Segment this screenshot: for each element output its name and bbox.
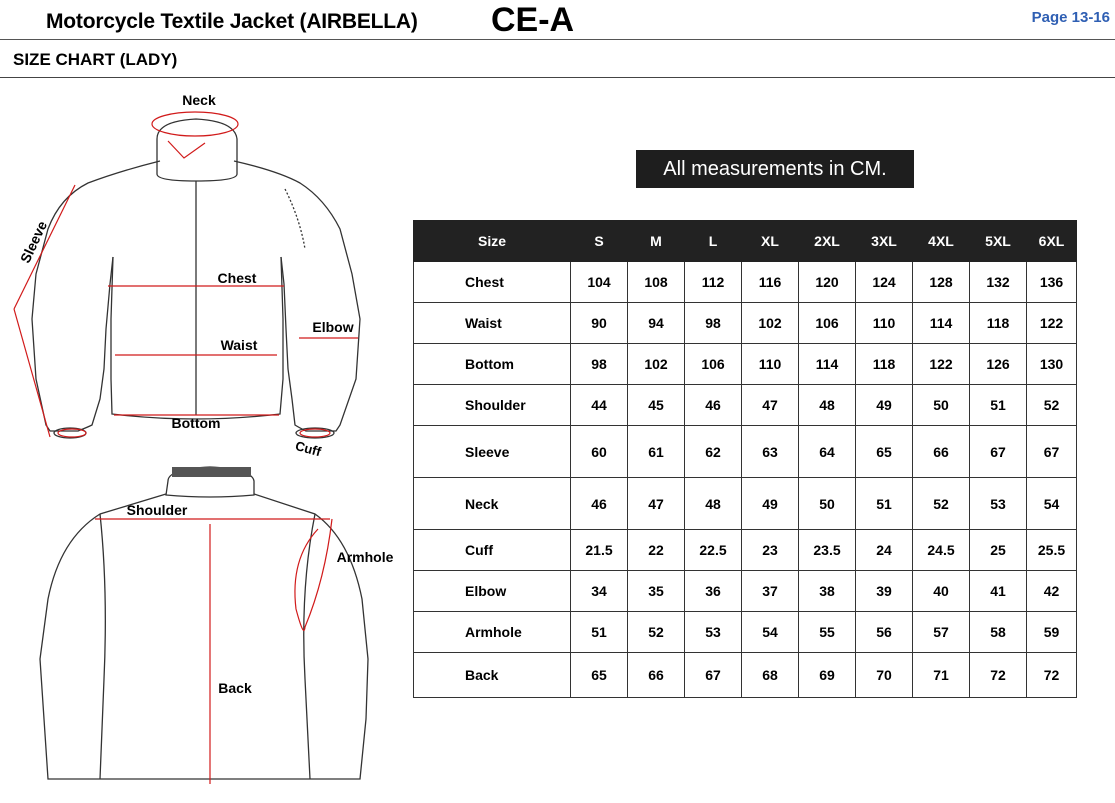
size-header: Size bbox=[414, 221, 571, 262]
measurement-cell: 63 bbox=[742, 426, 799, 478]
measurement-cell: 72 bbox=[970, 653, 1027, 698]
measurement-cell: 40 bbox=[913, 571, 970, 612]
measurement-cell: 69 bbox=[799, 653, 856, 698]
row-label: Elbow bbox=[414, 571, 571, 612]
measurement-cell: 46 bbox=[685, 385, 742, 426]
measurement-cell: 22.5 bbox=[685, 530, 742, 571]
measurement-cell: 64 bbox=[799, 426, 856, 478]
front-measure-lines bbox=[14, 112, 358, 437]
measurement-cell: 106 bbox=[799, 303, 856, 344]
size-column-header: L bbox=[685, 221, 742, 262]
measurement-cell: 60 bbox=[571, 426, 628, 478]
measurement-cell: 136 bbox=[1027, 262, 1077, 303]
measurement-cell: 57 bbox=[913, 612, 970, 653]
row-label: Shoulder bbox=[414, 385, 571, 426]
measurement-cell: 58 bbox=[970, 612, 1027, 653]
measurement-cell: 44 bbox=[571, 385, 628, 426]
row-label: Back bbox=[414, 653, 571, 698]
units-note: All measurements in CM. bbox=[636, 150, 914, 188]
measurement-cell: 53 bbox=[685, 612, 742, 653]
measurement-cell: 114 bbox=[913, 303, 970, 344]
measurement-cell: 34 bbox=[571, 571, 628, 612]
back-label: Back bbox=[218, 680, 252, 696]
measurement-cell: 47 bbox=[742, 385, 799, 426]
measurement-cell: 49 bbox=[742, 478, 799, 530]
measurement-cell: 59 bbox=[1027, 612, 1077, 653]
size-column-header: M bbox=[628, 221, 685, 262]
measurement-cell: 90 bbox=[571, 303, 628, 344]
table-body bbox=[414, 262, 1077, 698]
measurement-cell: 52 bbox=[913, 478, 970, 530]
row-label: Chest bbox=[414, 262, 571, 303]
table-row bbox=[414, 262, 1077, 303]
row-label: Bottom bbox=[414, 344, 571, 385]
measurement-cell: 45 bbox=[628, 385, 685, 426]
measurement-cell: 46 bbox=[571, 478, 628, 530]
size-column-header: 4XL bbox=[913, 221, 970, 262]
measurement-cell: 110 bbox=[856, 303, 913, 344]
measurement-cell: 65 bbox=[856, 426, 913, 478]
measurement-cell: 25.5 bbox=[1027, 530, 1077, 571]
jacket-front-drawing bbox=[32, 119, 360, 438]
section-title: SIZE CHART (LADY) bbox=[13, 50, 178, 69]
measurement-cell: 52 bbox=[1027, 385, 1077, 426]
measurement-cell: 122 bbox=[913, 344, 970, 385]
measurement-cell: 55 bbox=[799, 612, 856, 653]
measurement-cell: 66 bbox=[628, 653, 685, 698]
measurement-cell: 54 bbox=[742, 612, 799, 653]
waist-label: Waist bbox=[220, 337, 258, 353]
size-column-header: 2XL bbox=[799, 221, 856, 262]
table-row bbox=[414, 303, 1077, 344]
measurement-cell: 122 bbox=[1027, 303, 1077, 344]
measurement-cell: 47 bbox=[628, 478, 685, 530]
jacket-measurement-diagram bbox=[0, 79, 410, 799]
table-row bbox=[414, 530, 1077, 571]
row-label: Waist bbox=[414, 303, 571, 344]
measurement-cell: 41 bbox=[970, 571, 1027, 612]
elbow-label: Elbow bbox=[312, 319, 354, 335]
table-row bbox=[414, 344, 1077, 385]
shoulder-label: Shoulder bbox=[126, 502, 188, 518]
size-column-header: XL bbox=[742, 221, 799, 262]
measurement-cell: 70 bbox=[856, 653, 913, 698]
cuff-label: Cuff bbox=[293, 438, 323, 460]
measurement-cell: 52 bbox=[628, 612, 685, 653]
measurement-cell: 53 bbox=[970, 478, 1027, 530]
chest-label: Chest bbox=[217, 270, 257, 286]
measurement-cell: 71 bbox=[913, 653, 970, 698]
table-row bbox=[414, 478, 1077, 530]
sleeve-label: Sleeve bbox=[16, 218, 51, 266]
measurement-cell: 65 bbox=[571, 653, 628, 698]
measurement-cell: 94 bbox=[628, 303, 685, 344]
measurement-cell: 23.5 bbox=[799, 530, 856, 571]
measurement-cell: 102 bbox=[628, 344, 685, 385]
table-row bbox=[414, 426, 1077, 478]
certification-label: CE-A bbox=[491, 1, 575, 39]
measurement-cell: 37 bbox=[742, 571, 799, 612]
section-header bbox=[0, 40, 1115, 78]
size-column-header: S bbox=[571, 221, 628, 262]
table-header-row bbox=[414, 221, 1077, 262]
measurement-cell: 124 bbox=[856, 262, 913, 303]
measurement-cell: 51 bbox=[856, 478, 913, 530]
measurement-cell: 48 bbox=[685, 478, 742, 530]
measurement-cell: 110 bbox=[742, 344, 799, 385]
measurement-cell: 54 bbox=[1027, 478, 1077, 530]
size-column-header: 3XL bbox=[856, 221, 913, 262]
row-label: Armhole bbox=[414, 612, 571, 653]
table-row bbox=[414, 612, 1077, 653]
measurement-cell: 67 bbox=[685, 653, 742, 698]
page-number: Page 13-16 bbox=[1031, 9, 1110, 26]
jacket-back-drawing bbox=[40, 467, 368, 779]
measurement-cell: 68 bbox=[742, 653, 799, 698]
measurement-cell: 66 bbox=[913, 426, 970, 478]
measurement-cell: 72 bbox=[1027, 653, 1077, 698]
measurement-cell: 21.5 bbox=[571, 530, 628, 571]
measurement-cell: 116 bbox=[742, 262, 799, 303]
row-label: Cuff bbox=[414, 530, 571, 571]
measurement-cell: 48 bbox=[799, 385, 856, 426]
measurement-cell: 49 bbox=[856, 385, 913, 426]
measurement-cell: 62 bbox=[685, 426, 742, 478]
measurement-cell: 128 bbox=[913, 262, 970, 303]
measurement-cell: 120 bbox=[799, 262, 856, 303]
table-row bbox=[414, 385, 1077, 426]
measurement-cell: 38 bbox=[799, 571, 856, 612]
page-header bbox=[0, 0, 1115, 40]
document-title: Motorcycle Textile Jacket (AIRBELLA) bbox=[46, 10, 418, 33]
measurement-cell: 118 bbox=[856, 344, 913, 385]
measurement-cell: 98 bbox=[571, 344, 628, 385]
measurement-cell: 36 bbox=[685, 571, 742, 612]
measurement-cell: 22 bbox=[628, 530, 685, 571]
table-row bbox=[414, 571, 1077, 612]
measurement-cell: 114 bbox=[799, 344, 856, 385]
measurement-cell: 112 bbox=[685, 262, 742, 303]
measurement-cell: 132 bbox=[970, 262, 1027, 303]
row-label: Neck bbox=[414, 478, 571, 530]
measurement-cell: 50 bbox=[799, 478, 856, 530]
measurement-cell: 98 bbox=[685, 303, 742, 344]
measurement-cell: 25 bbox=[970, 530, 1027, 571]
measurement-cell: 106 bbox=[685, 344, 742, 385]
size-column-header: 6XL bbox=[1027, 221, 1077, 262]
measurement-cell: 56 bbox=[856, 612, 913, 653]
measurement-cell: 126 bbox=[970, 344, 1027, 385]
size-column-header: 5XL bbox=[970, 221, 1027, 262]
bottom-label: Bottom bbox=[171, 415, 221, 431]
measurement-cell: 104 bbox=[571, 262, 628, 303]
measurement-cell: 108 bbox=[628, 262, 685, 303]
measurement-cell: 42 bbox=[1027, 571, 1077, 612]
measurement-cell: 130 bbox=[1027, 344, 1077, 385]
measurement-cell: 23 bbox=[742, 530, 799, 571]
measurement-cell: 35 bbox=[628, 571, 685, 612]
measurement-cell: 67 bbox=[1027, 426, 1077, 478]
size-chart-table bbox=[413, 220, 1077, 698]
measurement-cell: 67 bbox=[970, 426, 1027, 478]
measurement-cell: 51 bbox=[970, 385, 1027, 426]
measurement-cell: 24.5 bbox=[913, 530, 970, 571]
back-measure-lines bbox=[95, 519, 332, 784]
table-row bbox=[414, 653, 1077, 698]
neck-label: Neck bbox=[182, 92, 216, 108]
measurement-cell: 61 bbox=[628, 426, 685, 478]
measurement-cell: 24 bbox=[856, 530, 913, 571]
measurement-cell: 39 bbox=[856, 571, 913, 612]
row-label: Sleeve bbox=[414, 426, 571, 478]
armhole-label: Armhole bbox=[336, 549, 394, 565]
measurement-cell: 118 bbox=[970, 303, 1027, 344]
measurement-cell: 51 bbox=[571, 612, 628, 653]
measurement-cell: 50 bbox=[913, 385, 970, 426]
measurement-cell: 102 bbox=[742, 303, 799, 344]
